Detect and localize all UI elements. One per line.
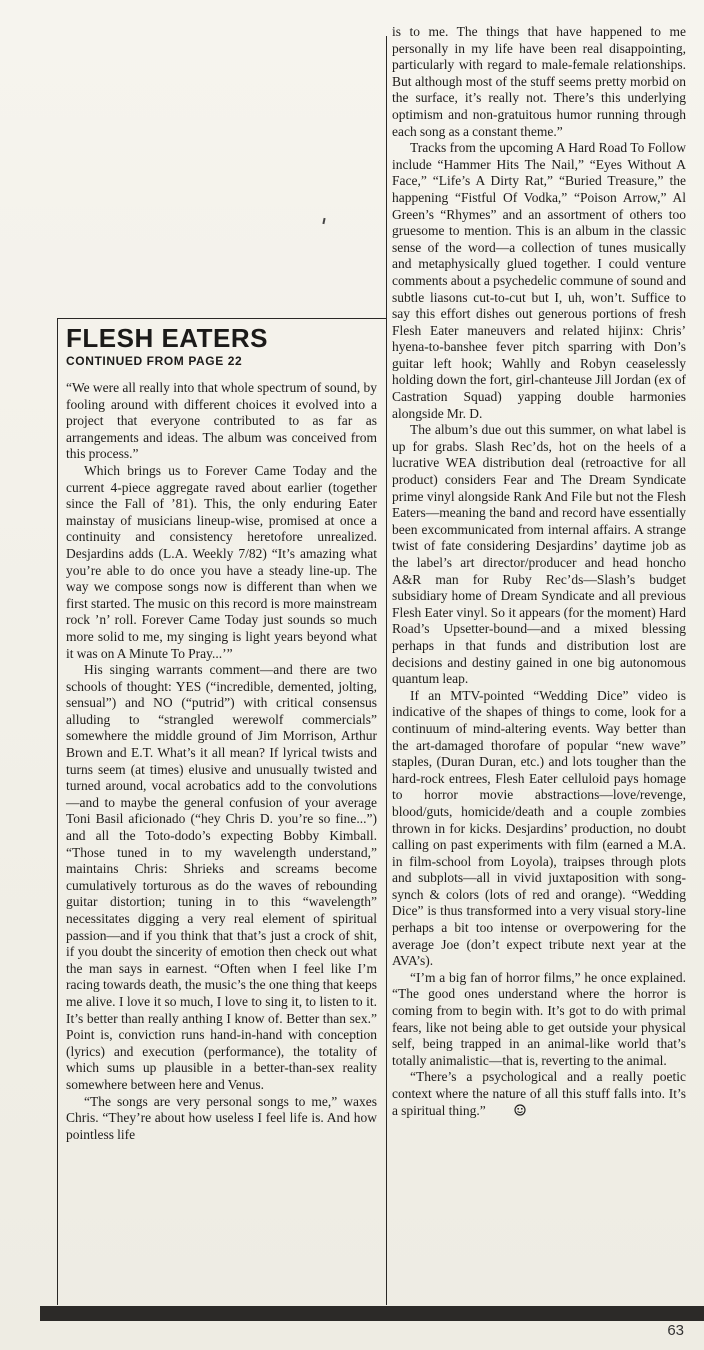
right-paragraph-6-wrap	[392, 1069, 686, 1119]
left-column-top-rule	[57, 318, 386, 319]
left-paragraph-2: Which brings us to Forever Came Today and the current 4-piece aggregate raved about earlier (together since the Fall of ’81). This, the only enduring Eater mainstay of musicians lineup-wise, promised at once a continuity and consistency heretofore unrealized. Desjardins adds (L.A. Weekly 7/82) “It’s amazing what you’re able to do once you have a steady line-up. The way we compose songs now is different than when we first started. The music on this record is more mainstream rock ’n’ roll. Forever Came Today just sounds so much more solid to me, my singing is light years beyond what it was on A Minute To Pray...’”	[66, 462, 377, 661]
page-number: 63	[667, 1322, 684, 1339]
left-text-column	[66, 380, 377, 1143]
left-paragraph-3: His singing warrants comment—and there are two schools of thought: YES (“incredible, demented, jolting, sensual”) and NO (“putrid”) with critical consensus alluding to “strangled werewolf commercials” somewhere the middle ground of Jim Morrison, Arthur Brown and E.T. What’s it all mean? If lyrical twists and turns seem (at times) elusive and unusually twisted and turned around, vocal acrobatics add to the convolutions—and to maybe the general confusion of your average Toni Basil aficionado (“hey Chris D. you’re so fine...”) and all the Toto-dodo’s expecting Bobby Kimball. “Those tuned in to my wavelength understand,” maintains Chris: Shrieks and screams become cumulatively torturous as do the waves of rebounding guitar distortion; tuning in to this “wavelength” necessitates digging a very real element of spiritual passion—and if you think that that’s just a crock of shit, if you doubt the sincerity of emotion then check out what the man says in earnest. “Often when I feel like I’m racing towards death, the music’s the one thing that keeps me alive. I love it so much, I love to sing it, to listen to it. It’s better than really anthing I know of. Better than sex.” Point is, conviction runs hand-in-hand with conception (lyrics) and execution (performance), the totality of which sums up plausible in a better-than-sex reality somewhere between here and Venus.	[66, 662, 377, 1092]
right-paragraph-3: The album’s due out this summer, on what label is up for grabs. Slash Rec’ds, hot on the heels of a lucrative WEA distribution deal (retroactive for all product) considers Fear and The Dream Syndicate prime vinyl alongside Rank And File but not the Flesh Eaters—meaning the band and record have essentially been excommunicated from internal affairs. A strange twist of fate considering Desjardins’ daytime job as the label’s art director/producer and head honcho A&R man for Ruby Rec’ds—Slash’s budget subsidiary home of Dream Syndicate and all previous Flesh Eater vinyl. So it appears (for the moment) Hard Road’s Upsetter-bound—and a mixed blessing perhaps in that funds and distribution lost are decisions and destiny gained in one big autonomous quantum leap.	[392, 422, 686, 687]
right-paragraph-5: “I’m a big fan of horror films,” he once explained. “The good ones understand where the horror is coming from to begin with. It’s got to do with primal fears, like not being able to get outside your physical self, being trapped in an animal-like world that’s totally animalistic—that is, reverting to the animal.	[392, 969, 686, 1068]
left-paragraph-4: “The songs are very personal songs to me,” waxes Chris. “They’re about how useless I feel life is. And how pointless life	[66, 1093, 377, 1142]
article-title: FLESH EATERS	[66, 323, 268, 353]
right-text-column	[392, 24, 686, 1119]
stray-ink-mark	[322, 218, 325, 224]
continued-from-label: CONTINUED FROM PAGE 22	[66, 354, 243, 368]
right-paragraph-2: Tracks from the upcoming A Hard Road To Follow include “Hammer Hits The Nail,” “Eyes Without A Face,” “Life’s A Dirty Rat,” “Buried Treasure,” the happening “Fistful Of Vodka,” “Poison Arrow,” Al Green’s “Rhymes” and an assortment of others too gruesome to mention. This is an album in the classic sense of the word—a collection of tunes musically and metaphysically glued together. I could venture comments about a psychedelic commune of sound and subtle liasons cut-to-cut but I, uh, won’t. Suffice to say this effort dishes out generous portions of fresh Flesh Eater maneuvers and related hijinx: Chris’ hyena-to-banshee fever pitch sparring with Don’s guitar left hook; Wahlly and Robyn ceaselessly holding down the fort, girl-chanteuse Jill Jordan (ex of Castration Squad) yapping double harmonies alongside Mr. D.	[392, 140, 686, 421]
right-paragraph-4: If an MTV-pointed “Wedding Dice” video is indicative of the shapes of things to come, look for a continuum of mind-altering events. Way better than the art-damaged thorofare of popular “new wave” staples, (Duran Duran, etc.) and lots tougher than the hard-rock entrees, Flesh Eater celluloid pays homage to horror movie abstractions—love/revenge, blood/guts, homicide/death and a couple zombies thrown in for kicks. Desjardins’ production, no doubt calling on past experiments with film (earned a M.A. in film-school from Loyola), traipses through plots and subplots—all in vivid juxtaposition with song-synch & colors (lots of red and orange). “Wedding Dice” is thus transformed into a very visual story-line perhaps a bit too intense or overpowering for the average Joe (don’t expect tribute next year at the AVA’s).	[392, 687, 686, 969]
footer-bar	[40, 1306, 704, 1321]
column-divider-rule	[386, 36, 387, 1305]
right-paragraph-6: “There’s a psychological and a really poetic context where the nature of all this stuff falls into. It’s a spiritual thing.”	[392, 1069, 686, 1118]
left-column-border-rule	[57, 318, 58, 1305]
smiley-end-mark-icon	[496, 1104, 508, 1116]
right-paragraph-1: is to me. The things that have happened to me personally in my life have been real disappointing, particularly with regard to male-female relationships. But although most of the stuff seems pretty morbid on the surface, it’s really not. There’s this underlying optimism and non-gratuitous humor running through each song as a constant theme.”	[392, 24, 686, 139]
article-headline	[66, 324, 378, 369]
left-paragraph-1: “We were all really into that whole spectrum of sound, by fooling around with different choices it evolved into a project that everyone contributed to as far as arrangements and ideas. The album was conceived from this process.”	[66, 380, 377, 462]
